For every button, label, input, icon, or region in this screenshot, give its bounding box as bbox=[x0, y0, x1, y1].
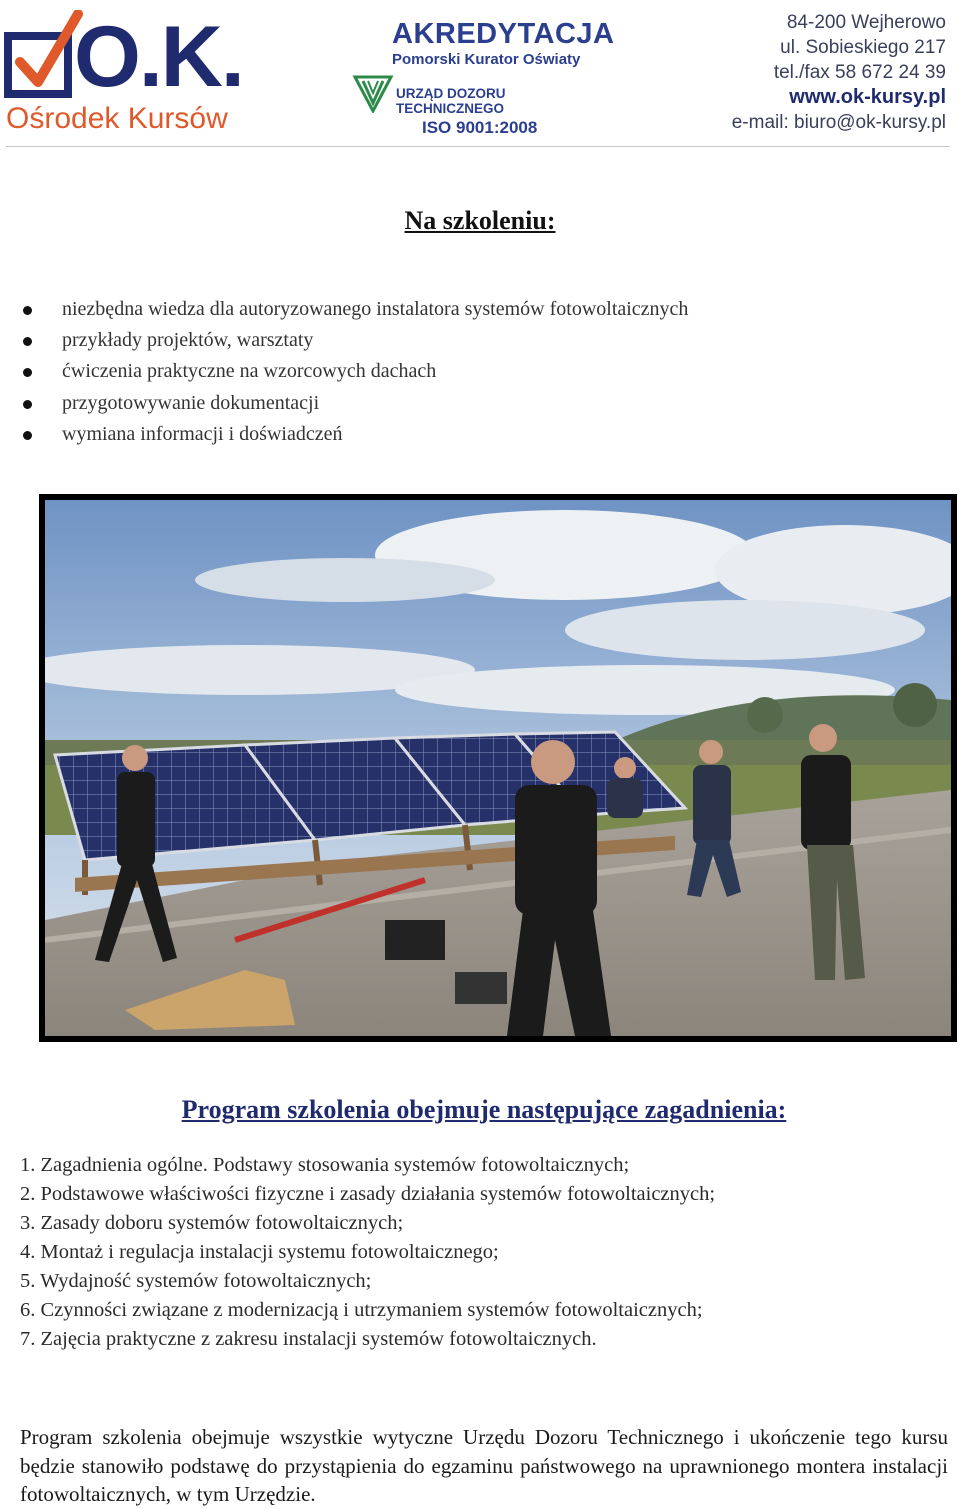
list-item: 2. Podstawowe właściwości fizyczne i zasady działania systemów fotowoltaicznych; bbox=[20, 1183, 716, 1205]
udt-text: URZĄD DOZORU TECHNICZNEGO bbox=[396, 86, 506, 116]
list-item bbox=[20, 356, 688, 387]
bullet-icon bbox=[23, 368, 32, 377]
list-item: 4. Montaż i regulacja instalacji systemu fotowoltaicznego; bbox=[20, 1241, 499, 1263]
bullet-icon bbox=[23, 431, 32, 440]
solar-panels-training-photo bbox=[45, 500, 951, 1036]
bullet-icon bbox=[23, 337, 32, 346]
list-item: 5. Wydajność systemów fotowoltaicznych; bbox=[20, 1270, 372, 1292]
ok-logo bbox=[4, 6, 254, 141]
list-item-text: niezbędna wiedza dla autoryzowanego instalatora systemów fotowoltaicznych bbox=[62, 298, 689, 320]
contact-email-link[interactable]: e-mail: biuro@ok-kursy.pl bbox=[731, 112, 946, 133]
list-item-text: przygotowywanie dokumentacji bbox=[62, 391, 320, 414]
header-divider bbox=[6, 146, 950, 147]
list-item-text: wymiana informacji i doświadczeń bbox=[62, 422, 343, 445]
list-item: 3. Zasady doboru systemów fotowoltaicznych; bbox=[20, 1212, 404, 1234]
checkbox-check-icon bbox=[4, 10, 84, 106]
list-item bbox=[20, 419, 688, 450]
contact-block bbox=[732, 10, 946, 135]
logo-main-text: O.K. bbox=[74, 9, 243, 105]
program-title: Program szkolenia obejmuje następujące zagadnienia: bbox=[181, 1095, 787, 1124]
list-item-text: przykłady projektów, warsztaty bbox=[62, 329, 314, 352]
program-list bbox=[20, 1151, 715, 1354]
closing-paragraph: Program szkolenia obejmuje wszystkie wytyczne Urzędu Dozoru Technicznego i ukończenie tego kursu będzie stanowiło podstawę do przystąpienia do egzaminu państwowego na uprawnionego montera instalacji fotowoltaicznych, w tym Urzędzie. bbox=[20, 1425, 948, 1506]
list-item-text: ćwiczenia praktyczne na wzorcowych dachach bbox=[62, 360, 437, 383]
contact-street: ul. Sobieskiego 217 bbox=[780, 37, 946, 58]
bullet-icon bbox=[23, 400, 32, 409]
contact-city: 84-200 Wejherowo bbox=[786, 12, 946, 33]
logo-sub-text: Ośrodek Kursów bbox=[6, 102, 228, 135]
accreditation-subtitle: Pomorski Kurator Oświaty bbox=[392, 51, 581, 68]
list-item bbox=[20, 388, 688, 419]
accreditation-title: AKREDYTACJA bbox=[392, 18, 615, 50]
list-item: 7. Zajęcia praktyczne z zakresu instalacji systemów fotowoltaicznych. bbox=[20, 1328, 597, 1350]
iso-text: ISO 9001:2008 bbox=[422, 118, 538, 137]
list-item bbox=[20, 294, 688, 325]
training-title: Na szkoleniu: bbox=[404, 206, 556, 235]
list-item: 6. Czynności związane z modernizacją i utrzymaniem systemów fotowoltaicznych; bbox=[20, 1299, 703, 1321]
list-item bbox=[20, 325, 688, 356]
accreditation-block bbox=[352, 18, 615, 140]
bullet-icon bbox=[23, 306, 32, 315]
list-item: 1. Zagadnienia ogólne. Podstawy stosowania systemów fotowoltaicznych; bbox=[20, 1154, 630, 1176]
contact-website-link[interactable]: www.ok-kursy.pl bbox=[789, 86, 946, 108]
contact-phone: tel./fax 58 672 24 39 bbox=[773, 62, 946, 83]
page-header bbox=[0, 0, 960, 150]
training-photo bbox=[39, 494, 957, 1042]
training-list bbox=[20, 294, 688, 450]
udt-logo-icon bbox=[352, 73, 394, 113]
